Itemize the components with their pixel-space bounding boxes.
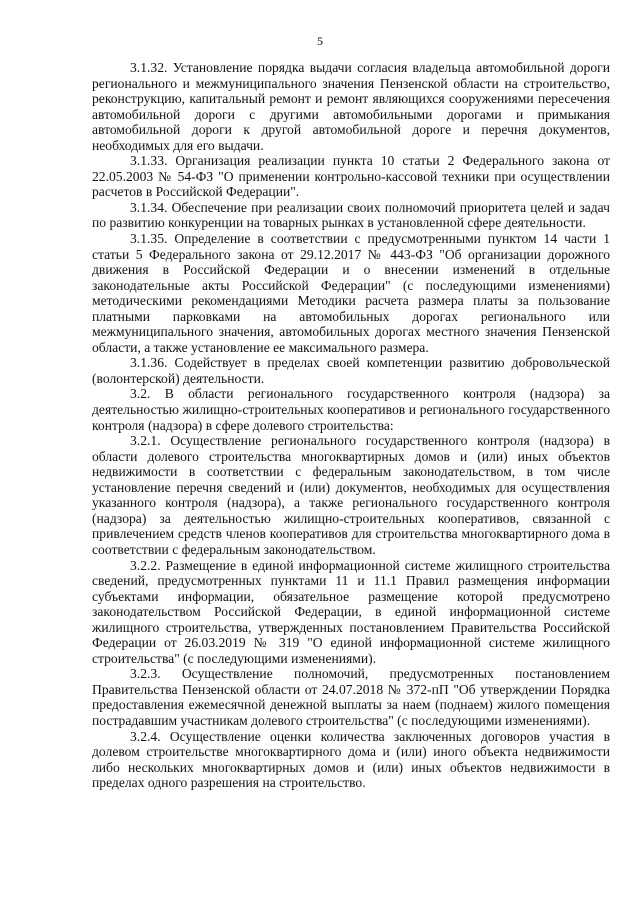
clause-3-2-3: 3.2.3. Осуществление полномочий, предусмотренных постановлением Правительства Пензенской области от 24.07.2018 № 372-пП "Об утверждении Порядка предоставления ежемесячной денежной выплаты за наем (поднаем) жилого помещения пострадавшим участникам долевого строительства" (с последующими изменениями). bbox=[92, 666, 610, 728]
clause-3-1-36: 3.1.36. Содействует в пределах своей компетенции развитию добровольческой (волонтерской) деятельности. bbox=[92, 355, 610, 386]
clause-3-1-33: 3.1.33. Организация реализации пункта 10 статьи 2 Федерального закона от 22.05.2003 № 54-ФЗ "О применении контрольно-кассовой техники при осуществлении расчетов в Российской Федерации". bbox=[92, 153, 610, 200]
page-number: 5 bbox=[317, 34, 323, 48]
clause-3-1-34: 3.1.34. Обеспечение при реализации своих полномочий приоритета целей и задач по развитию конкуренции на товарных рынках в установленной сфере деятельности. bbox=[92, 199, 610, 231]
clause-3-1-32: 3.1.32. Установление порядка выдачи согласия владельца автомобильной дороги регионального и межмуниципального значения Пензенской области на строительство, реконструкцию, капитальный ремонт и ремонт являющихся сооружениями пересечения автомобильной дороги с другими автомобильными дорогами и примыкания автомобильной дороги к другой автомобильной дороге и перечня документов, необходимых для его выдачи. bbox=[92, 60, 610, 153]
clause-3-2-2: 3.2.2. Размещение в единой информационной системе жилищного строительства сведений, предусмотренных пунктами 11 и 11.1 Правил размещения информации субъектами информации, обязательное размещение которой предусмотрено законодательством Российской Федерации, в единой информационной системе жилищного строительства, утвержденных постановлением Правительства Российской Федерации от 26.03.2019 № 319 "О единой информационной системе жилищного строительства" (с последующими изменениями). bbox=[92, 557, 610, 666]
clause-3-2: 3.2. В области регионального государственного контроля (надзора) за деятельностью жилищно-строительных кооперативов и регионального государственного контроля (надзора) в сфере долевого строительства: bbox=[92, 386, 610, 433]
clause-3-2-1: 3.2.1. Осуществление регионального государственного контроля (надзора) в области долевого строительства многоквартирных домов и (или) иных объектов недвижимости в соответствии с федеральным законодательством, в том числе установление перечня сведений и (или) документов, необходимых для осуществления указанного контроля (надзора), а также регионального государственного контроля (надзора) за деятельностью жилищно-строительных кооперативов, связанной с привлечением средств членов кооперативов для строительства многоквартирного дома в соответствии с федеральным законодательством. bbox=[92, 433, 610, 557]
clause-3-1-35: 3.1.35. Определение в соответствии с предусмотренными пунктом 14 части 1 статьи 5 Федерального закона от 29.12.2017 № 443-ФЗ "Об организации дорожного движения в Российской Федерации и о внесении изменений в отдельные законодательные акты Российской Федерации" (с последующими изменениями) методическими рекомендациями Методики расчета размера платы за пользование платными парковками на автомобильных дорогах регионального или межмуниципального значения, автомобильных дорогах местного значения Пензенской области, а также установление ее максимального размера. bbox=[92, 231, 610, 355]
clause-3-2-4: 3.2.4. Осуществление оценки количества заключенных договоров участия в долевом строительстве многоквартирного дома и (или) иного объекта недвижимости либо нескольких многоквартирных домов и (или) иных объектов недвижимости в пределах одного разрешения на строительство. bbox=[92, 728, 610, 791]
document-body bbox=[92, 60, 610, 791]
